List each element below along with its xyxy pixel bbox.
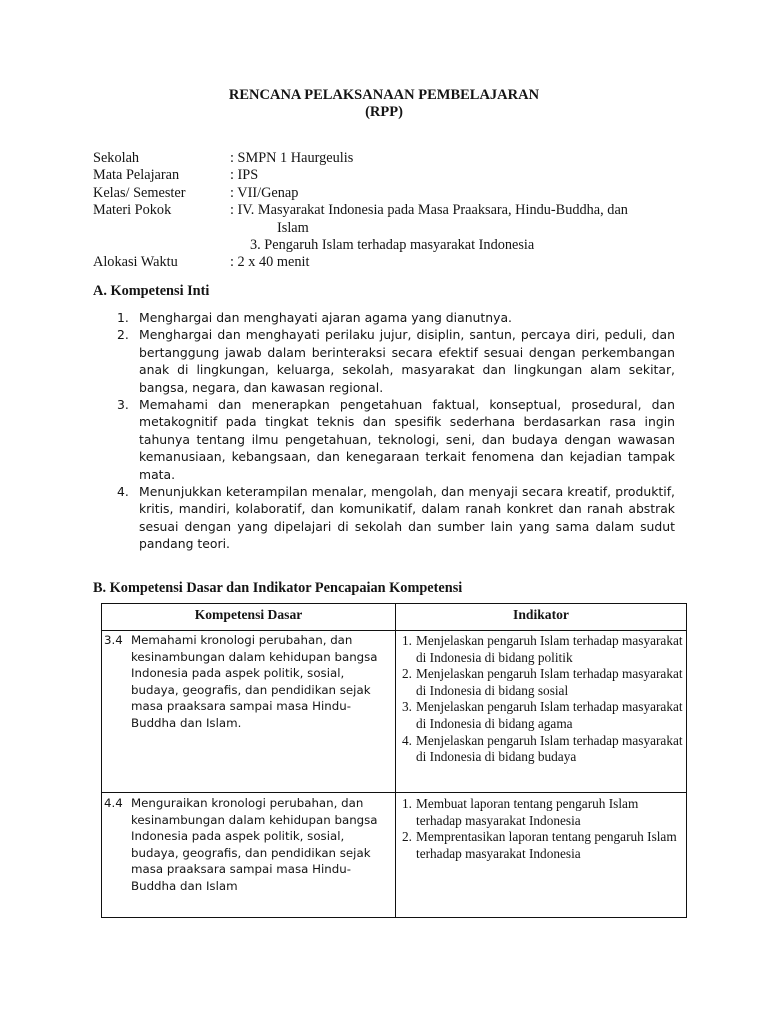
indicator-number: 2. — [402, 666, 412, 682]
list-number: 1. — [117, 310, 129, 325]
indicator-item — [402, 796, 684, 829]
info-value-continuation: Islam — [277, 219, 309, 236]
list-text: Memahami dan menerapkan pengetahuan faktual, konseptual, prosedural, dan metakognitif pada tingkat teknis dan spesifik sederhana berdasarkan rasa ingin tahunya tentang ilmu pengetahuan, teknologi, seni, dan budaya dengan wawasan kemanusiaan, kebangsaan, dan kenegaraan terkait fenomena dan kejadian tampak mata. — [139, 397, 675, 482]
document-subtitle: (RPP) — [365, 104, 403, 120]
list-number: 2. — [117, 327, 129, 343]
info-row-materi-continuation — [93, 220, 628, 237]
indicator-number: 1. — [402, 633, 412, 648]
indicator-item — [402, 666, 684, 699]
kd-text: Menguraikan kronologi perubahan, dan kesinambungan dalam kehidupan bangsa Indonesia pada aspek politik, sosial, budaya, geografis, dan pendidikan sejak masa praaksara sampai masa Hindu-Buddha dan Islam — [131, 796, 378, 893]
identity-block — [93, 150, 628, 272]
indicator-text: Menjelaskan pengaruh Islam terhadap masyarakat di Indonesia di bidang sosial — [416, 666, 683, 698]
column-header-kompetensi-dasar: Kompetensi Dasar — [194, 607, 303, 622]
indicator-item — [402, 699, 684, 732]
kd-code: 4.4 — [104, 796, 123, 810]
indicator-number: 3. — [402, 699, 412, 715]
list-number: 3. — [117, 397, 129, 413]
info-value: : IV. Masyarakat Indonesia pada Masa Praaksara, Hindu-Buddha, dan — [230, 202, 628, 219]
kd-cell — [104, 795, 392, 895]
list-item — [117, 396, 675, 483]
kd-indicator-table — [101, 603, 687, 918]
info-value: : 2 x 40 menit — [230, 254, 310, 271]
info-row-mata-pelajaran — [93, 167, 628, 184]
list-number: 4. — [117, 484, 129, 500]
list-text: Menghargai dan menghayati perilaku jujur, disiplin, santun, percaya diri, peduli, dan bertanggung jawab dalam berinteraksi secara efektif sesuai dengan perkembangan anak di lingkungan, keluarga, sekolah, masyarakat dan lingkungan alam sekitar, bangsa, negara, dan kawasan regional. — [139, 327, 675, 395]
kd-text: Memahami kronologi perubahan, dan kesinambungan dalam kehidupan bangsa Indonesia pada aspek politik, sosial, budaya, geografis, dan pendidikan sejak masa praaksara sampai masa Hindu-Buddha dan Islam. — [131, 633, 378, 730]
indicator-text: Menjelaskan pengaruh Islam terhadap masyarakat di Indonesia di bidang politik — [416, 633, 683, 665]
info-row-alokasi-waktu — [93, 254, 628, 271]
column-header-indikator: Indikator — [513, 607, 569, 622]
info-row-sekolah — [93, 150, 628, 167]
indicator-item — [402, 733, 684, 766]
list-text: Menunjukkan keterampilan menalar, mengolah, dan menyaji secara kreatif, produktif, kritis, mandiri, kolaboratif, dan komunikatif, dalam ranah konkret dan ranah abstrak sesuai dengan yang dipelajari di sekolah dan sumber lain yang sama dalam sudut pandang teori. — [139, 484, 675, 552]
indicator-text: Menjelaskan pengaruh Islam terhadap masyarakat di Indonesia di bidang agama — [416, 699, 683, 731]
section-b-heading: B. Kompetensi Dasar dan Indikator Pencapaian Kompetensi — [93, 580, 463, 596]
info-value: : SMPN 1 Haurgeulis — [230, 150, 354, 166]
document-title: RENCANA PELAKSANAAN PEMBELAJARAN — [228, 87, 540, 103]
list-item — [117, 483, 675, 553]
kompetensi-inti-list — [117, 309, 675, 553]
indicator-item — [402, 829, 684, 862]
info-value: : VII/Genap — [230, 184, 299, 201]
info-value-continuation: 3. Pengaruh Islam terhadap masyarakat Indonesia — [250, 237, 535, 254]
indicator-text: Membuat laporan tentang pengaruh Islam terhadap masyarakat Indonesia — [416, 796, 639, 828]
table-header-row — [102, 604, 686, 631]
section-a-heading: A. Kompetensi Inti — [93, 283, 210, 299]
info-label: Alokasi Waktu — [93, 254, 178, 271]
kd-cell — [104, 632, 392, 732]
list-item — [117, 309, 675, 326]
indicator-cell — [402, 633, 684, 766]
indicator-number: 1. — [402, 796, 412, 811]
row-divider — [102, 792, 686, 793]
info-label: Materi Pokok — [93, 202, 172, 219]
indicator-number: 2. — [402, 829, 412, 845]
list-text: Menghargai dan menghayati ajaran agama yang dianutnya. — [139, 310, 512, 325]
info-label: Mata Pelajaran — [93, 167, 180, 184]
list-item — [117, 326, 675, 396]
info-row-materi-pokok — [93, 202, 628, 219]
info-row-kelas-semester — [93, 185, 628, 202]
info-value: : IPS — [230, 167, 259, 184]
indicator-number: 4. — [402, 732, 412, 748]
info-row-materi-continuation — [93, 237, 628, 254]
column-divider — [395, 604, 396, 917]
indicator-text: Menjelaskan pengaruh Islam terhadap masyarakat di Indonesia di bidang budaya — [416, 732, 683, 765]
kd-code: 3.4 — [104, 633, 123, 647]
indicator-cell — [402, 796, 684, 862]
info-label: Sekolah — [93, 150, 140, 166]
indicator-text: Memprentasikan laporan tentang pengaruh Islam terhadap masyarakat Indonesia — [416, 829, 677, 861]
indicator-item — [402, 633, 684, 666]
info-label: Kelas/ Semester — [93, 184, 186, 201]
